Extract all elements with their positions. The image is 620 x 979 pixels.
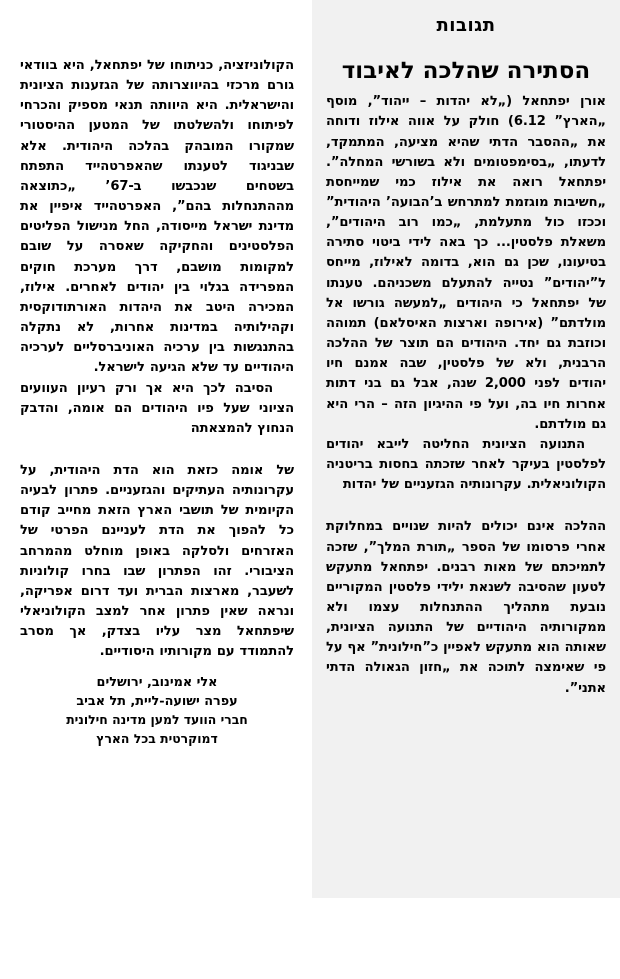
left-paragraph-3: של אומה כזאת הוא הדת היהודית, על עקרונותיה העתיקים והגזעניים. פתרון לבעיה הקיומית של תושבי הארץ הזאת מחייב קודם כל להפוך את הדת לעניינם הפרטי של האזרחים ולסלקה באופן מוחלט מהמרחב הציבורי. זהו הפתרון שבו בחרו קולוניות לשעבר, מארצות הברית ועד דרום אפריקה, ונראה שאין פתרון אחר למצב הקולוניאלי שיפתחאל מצר עליו בצדק, אך מסרב להתמודד עם מקורותיו היסודיים. [20, 462, 294, 660]
signature-block [20, 673, 294, 749]
signature-affiliation-2: דמוקרטית בכל הארץ [96, 730, 218, 746]
section-kicker: תגובות [436, 15, 496, 36]
left-column [0, 0, 312, 758]
right-paragraph-3: ההלכה אינם יכולים להיות שנויים במחלוקת אחרי פרסומו של הספר „תורת המלך”, שזכה לתמיכתם של מאות רבנים. יפתחאל מתעקש לטעון שהסיבה לשנאת ילידי פלסטין המקוריים נובעת מתהליך ההתנחלות עצמו ולא ממקורותיה היהודיים של התנועה הציונית, שאותה הוא מתעקש לאפיין כ”חילונית” אף על פי שאימצה לתוכה את „חזון הגאולה הדתי אתני”. [326, 519, 606, 696]
left-paragraph-1: הקולוניזציה, כניתוחו של יפתחאל, היא בוודאי גורם מרכזי בהיווצרותה של הגזענות הציונית והישראלית. היא היוותה תנאי מספיק והכרחי לפיתוחו ולהשלטתו של המטען ההיסטורי שמקורו המובהק בהלכה היהודית. אלא שבניגוד לטענתו שהאפרטהייד התפתח בשטחים שנכבשו ב-67’ „כתוצאה מההתנחלות בהם”, האפרטהייד איפיין את מדינת ישראל מייסודה, החל מנישול הפליטים הפלסטינים והחקיקה שאסרה על שובם למקומות מושבם, דרך מערכת חוקים המפרידה בגלוי בין יהודים לאחרים. אילוז, המכירה היטב את היהדות האורתודוקסית וקהילותיה במדינות אחרות, לא נתקלה בהתנגשות בין ערכיה האוניברסליים לערכיה היהודיים עד שלא הגיעה לישראל. [20, 58, 295, 376]
right-column-boxed [312, 0, 620, 898]
article-headline: הסתירה שהלכה לאיבוד [341, 57, 591, 84]
signature-name-1: אלי אמינוב, ירושלים [96, 674, 218, 690]
signature-affiliation-1: חברי הוועד למען מדינה חילונית [66, 711, 248, 727]
left-paragraph-2: הסיבה לכך היא אך ורק רעיון העוועים הציוני שעל פיו היהודים הם אומה, והדבק הנחוץ להמצאתה [20, 380, 294, 436]
signature-name-2: עפרה ישועה-ליית, תל אביב [76, 693, 238, 709]
right-paragraph-1: אורן יפתחאל („לא יהדות – ייהוד”, מוסף „הארץ” 6.12) חולק על אווה אילוז ודוחה את „ההסבר הדתי שהיא מציעה, המתמקד, לדעתו, „בסימפטומים ולא בשורשי המחלה”. יפתחאל רואה את אילוז כמי שמייחסת „חשיבות מוגזמת למתרחש ב’הבועה’ היהודית” וככזו כול מתעלמת, „כמו רוב היהודים”, משאלת פלסטין... כך באה לידי ביטוי סתירה בטיעונו, שכן גם הוא, בדומה לאילוז, מייחס ל”יהודים” נטייה להתעלם משכניהם. טענתו של יפתחאל כי היהודים „למעשה גורשו אל מולדתם” (אירופה וארצות האיסלאם) תמוהה וכוזבת גם יחד. היהודים הם תוצר של ההלכה הרבנית, ולא של פלסטין, שבה אמנם חיו יהודים לפני 2,000 שנה, אבל גם בני דתות אחרות חיו בה, ועל פי ההיגיון הזה – הרי היא גם מולדתם. [326, 94, 606, 432]
right-paragraph-2: התנועה הציונית החליטה לייבא יהודים לפלסטין בעיקר לאחר שזכתה בחסות בריטניה הקולוניאלית. עקרונותיה הגזעניים של יהדות [326, 436, 606, 493]
